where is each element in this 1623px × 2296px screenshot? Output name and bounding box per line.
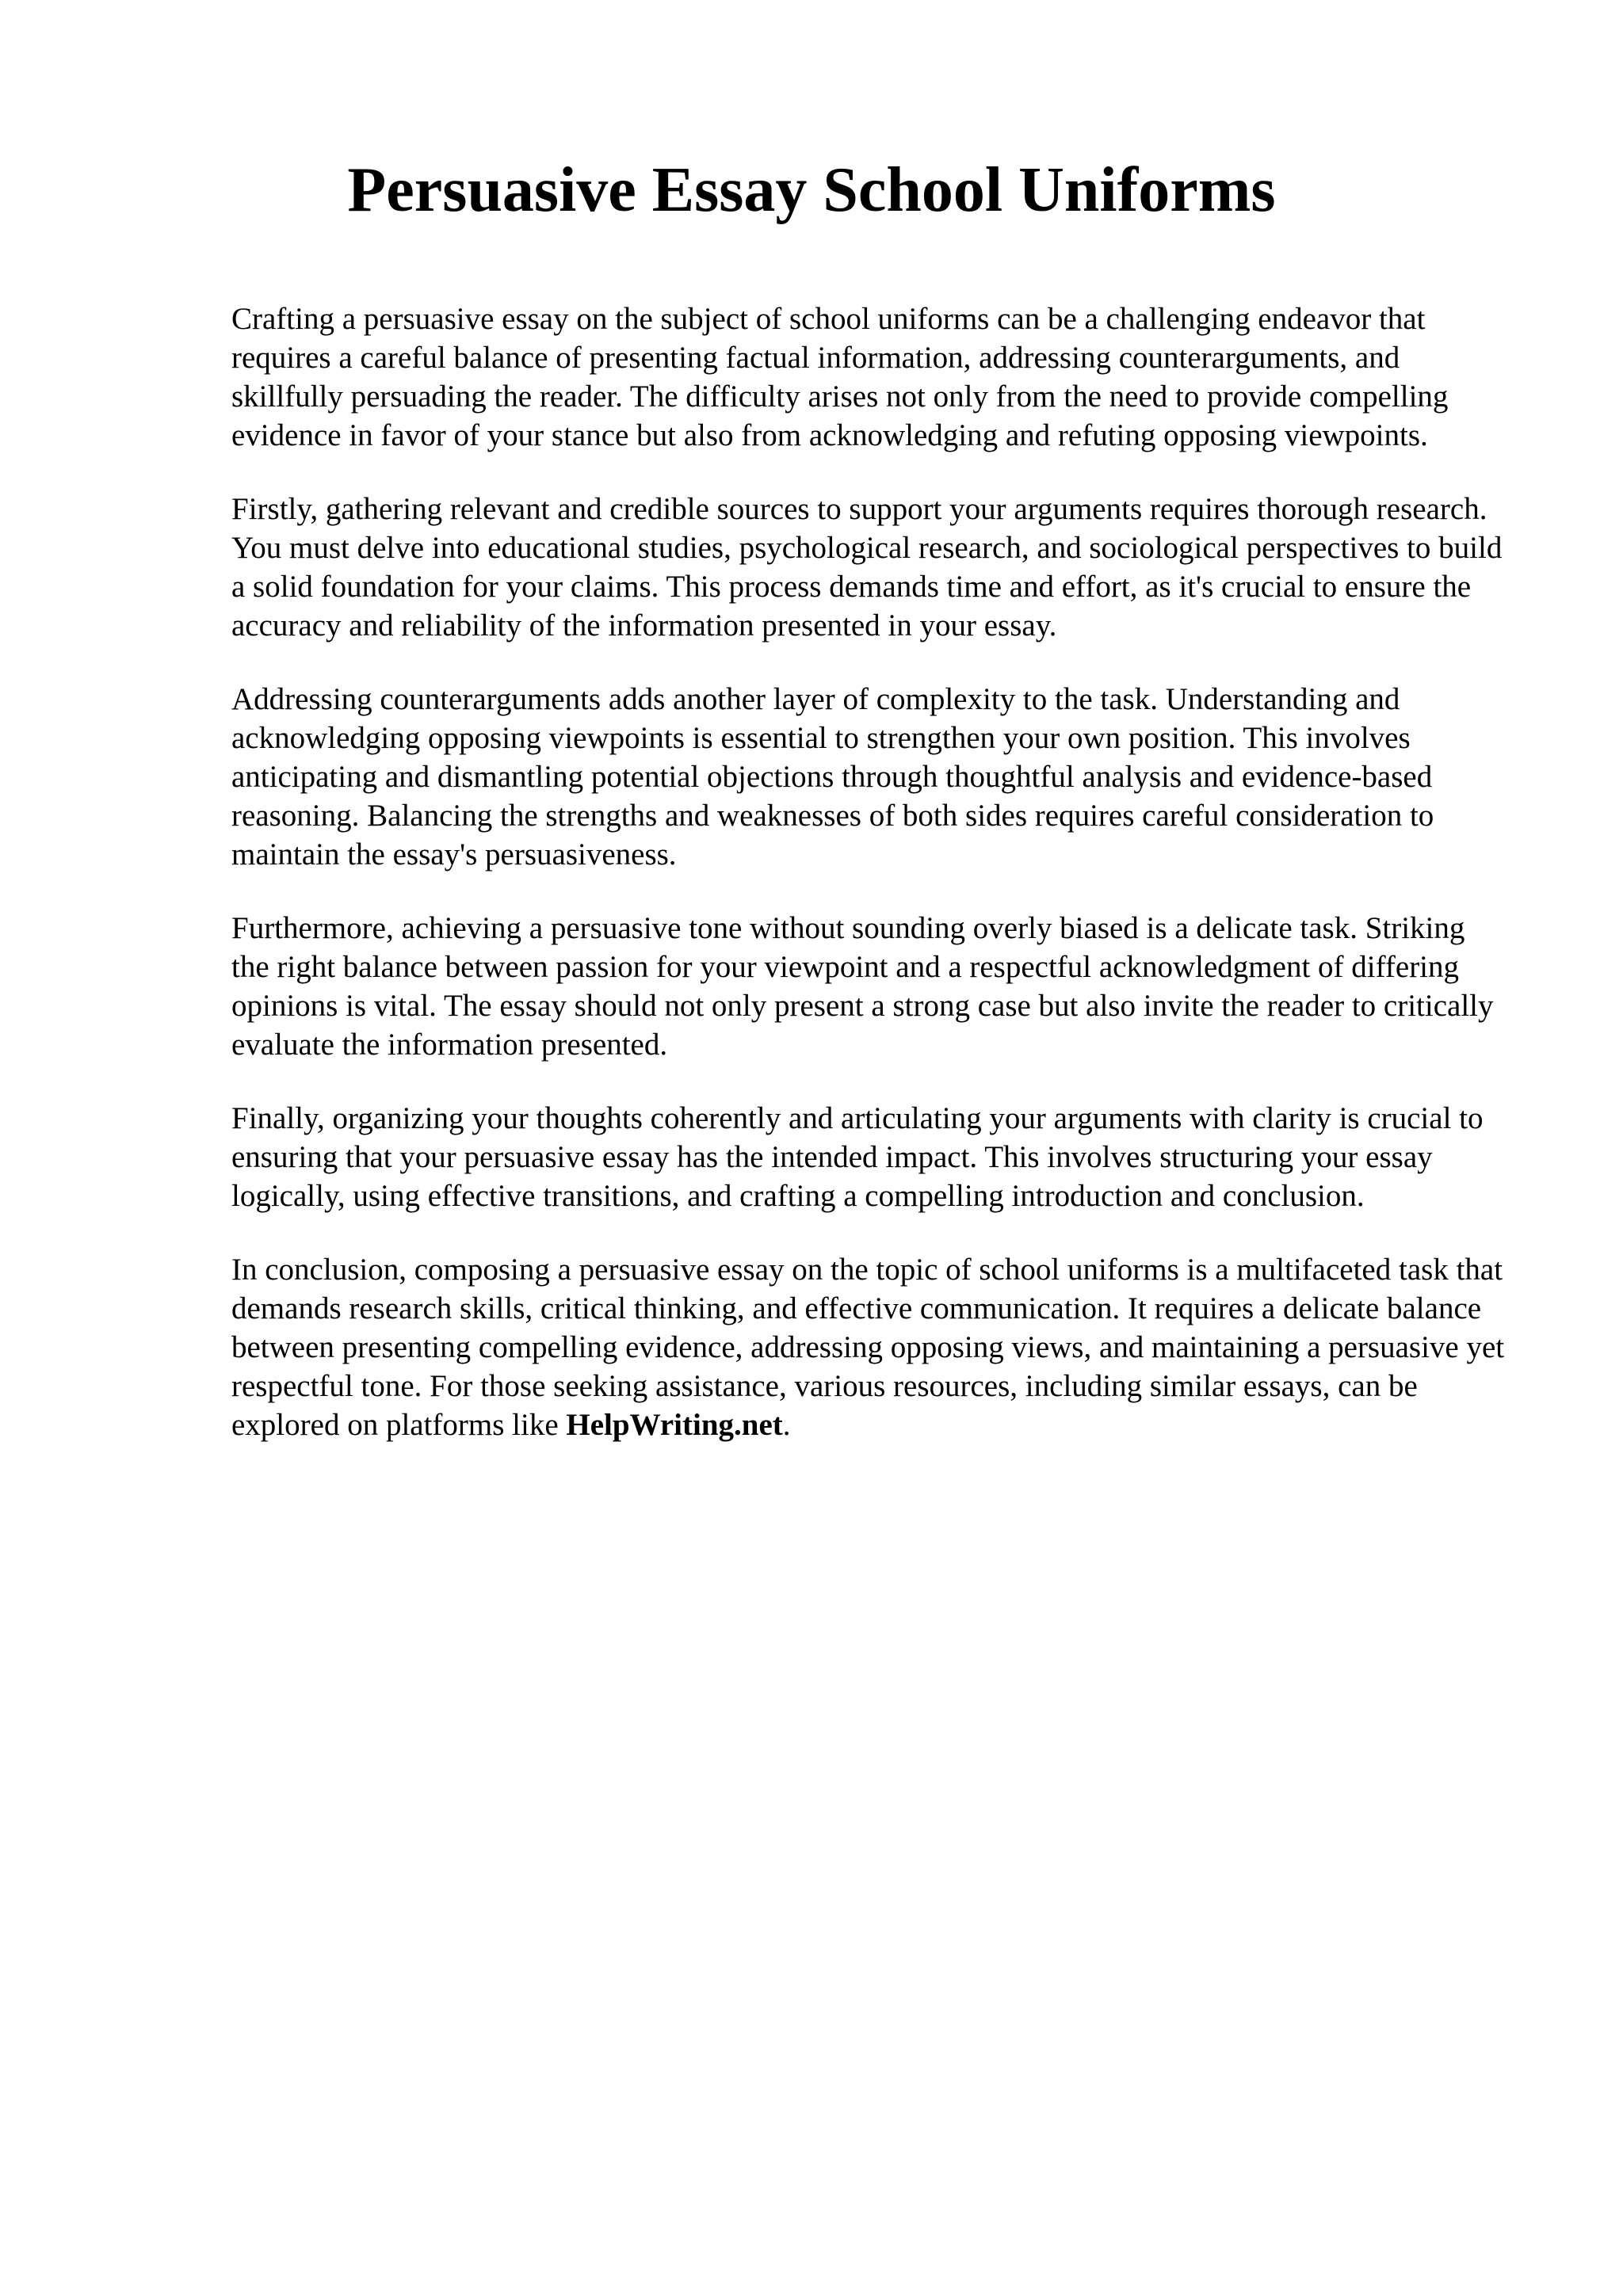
conclusion-end: . — [782, 1408, 791, 1442]
conclusion-text: In conclusion, composing a persuasive essay on the topic of school uniforms is a multifaceted task that demands research skills, critical thinking, and effective communication. It requires a delicate balance between presenting compelling evidence, addressing opposing views, and maintaining a persuasive yet respectful tone. For those seeking assistance, various resources, including similar essays, can be explored on platforms like — [231, 1253, 1505, 1442]
paragraph-tone: Furthermore, achieving a persuasive tone without sounding overly biased is a delicate task. Striking the right balance between passion for your viewpoint and a respectful acknowledgment of differing opinions is vital. The essay should not only present a strong case but also invite the reader to critically evaluate the information presented. — [231, 911, 1494, 1062]
essay-body — [231, 299, 1507, 1479]
paragraph-research: Firstly, gathering relevant and credible sources to support your arguments requires thorough research. You must delve into educational studies, psychological research, and sociological perspectives to build a solid foundation for your claims. This process demands time and effort, as it's crucial to ensure the accuracy and reliability of the information presented in your essay. — [231, 492, 1503, 643]
paragraph-organization: Finally, organizing your thoughts coherently and articulating your arguments with clarity is crucial to ensuring that your persuasive essay has the intended impact. This involves structuring your essay logically, using effective transitions, and crafting a compelling introduction and conclusion. — [231, 1101, 1484, 1213]
page-title: Persuasive Essay School Uniforms — [347, 155, 1276, 225]
helpwriting-link[interactable]: HelpWriting.net — [566, 1408, 783, 1442]
paragraph-conclusion — [231, 1250, 1507, 1444]
paragraph-intro: Crafting a persuasive essay on the subject of school uniforms can be a challenging endeavor that requires a careful balance of presenting factual information, addressing counterarguments, and skillfully persuading the reader. The difficulty arises not only from the need to provide compelling evidence in favor of your stance but also from acknowledging and refuting opposing viewpoints. — [231, 302, 1449, 452]
paragraph-counterarguments: Addressing counterarguments adds another layer of complexity to the task. Understanding and acknowledging opposing viewpoints is essential to strengthen your own position. This involves anticipating and dismantling potential objections through thoughtful analysis and evidence-based reasoning. Balancing the strengths and weaknesses of both sides requires careful consideration to maintain the essay's persuasiveness. — [231, 682, 1434, 871]
